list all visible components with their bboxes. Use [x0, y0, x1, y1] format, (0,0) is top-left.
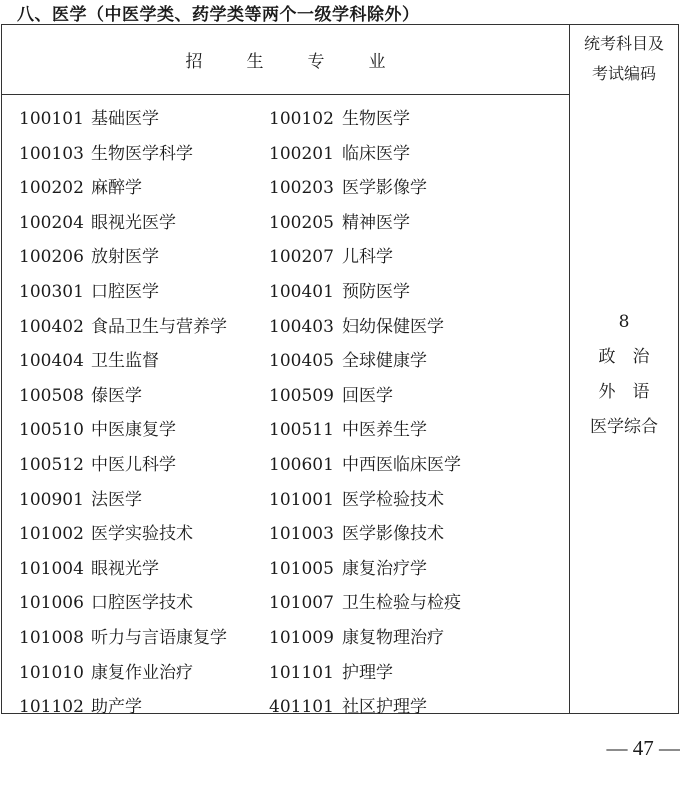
major-code: 401101	[269, 697, 334, 718]
exam-subjects	[570, 305, 678, 445]
major-code: 100511	[269, 420, 334, 441]
major-name: 康复治疗学	[342, 558, 427, 579]
major-name: 中医康复学	[91, 420, 176, 441]
major-name: 康复作业治疗	[91, 662, 193, 683]
table-row	[2, 519, 569, 549]
major-code: 101102	[19, 697, 84, 718]
major-code: 100508	[19, 385, 84, 406]
page-number: — 47 —	[606, 736, 680, 760]
major-code: 100102	[269, 109, 334, 129]
major-code: 101006	[19, 593, 84, 614]
major-code: 100202	[19, 178, 84, 199]
header-subjects-line: 考试编码	[591, 64, 656, 83]
major-code: 100401	[269, 282, 334, 302]
subject-foreign-language: 外 语	[598, 382, 650, 402]
major-code: 100103	[19, 143, 84, 164]
major-name: 中西医临床医学	[342, 455, 461, 475]
table-row	[2, 415, 569, 445]
table-row	[2, 485, 569, 515]
major-name: 口腔医学技术	[91, 593, 193, 614]
major-code: 101009	[269, 628, 334, 648]
major-code: 100403	[269, 316, 334, 337]
header-majors	[2, 25, 569, 94]
major-name: 生物医学科学	[91, 143, 193, 164]
major-name: 妇幼保健医学	[342, 316, 444, 337]
major-name: 社区护理学	[342, 697, 427, 718]
table-row	[2, 173, 569, 203]
major-code: 100203	[269, 178, 334, 199]
major-name: 麻醉学	[91, 178, 142, 199]
major-name: 医学检验技术	[342, 489, 444, 510]
major-code: 100509	[269, 385, 334, 406]
table-row	[2, 346, 569, 376]
major-code: 100301	[19, 282, 84, 302]
major-name: 医学影像技术	[342, 524, 444, 545]
table-row	[2, 312, 569, 342]
major-name: 医学影像学	[342, 178, 427, 199]
major-code: 101001	[269, 489, 334, 510]
major-name: 眼视光医学	[91, 212, 176, 233]
major-name: 眼视光学	[91, 558, 159, 579]
table-row	[2, 242, 569, 272]
major-code: 101004	[19, 558, 84, 579]
major-name: 放射医学	[91, 247, 159, 268]
major-name: 中医养生学	[342, 420, 427, 441]
major-name: 傣医学	[91, 385, 142, 406]
subject-medical-comprehensive: 医学综合	[590, 417, 658, 437]
section-heading: 八、医学（中医学类、药学类等两个一级学科除外）	[17, 5, 420, 25]
major-name: 儿科学	[342, 247, 393, 268]
table-row	[2, 623, 569, 653]
major-code: 100207	[269, 247, 334, 268]
table-row	[2, 588, 569, 618]
major-code: 101002	[19, 524, 84, 545]
header-char: 专	[307, 52, 325, 72]
majors-table	[1, 24, 679, 718]
table-row	[2, 554, 569, 584]
major-name: 生物医学	[342, 109, 410, 129]
major-code: 101010	[19, 662, 84, 683]
major-name: 医学实验技术	[91, 524, 193, 545]
major-name: 助产学	[91, 697, 142, 718]
major-code: 101007	[269, 593, 334, 614]
subject-politics: 政 治	[598, 347, 650, 367]
table-row	[2, 381, 569, 411]
table-row	[2, 692, 569, 722]
major-name: 护理学	[342, 662, 393, 683]
table-row	[2, 208, 569, 238]
major-code: 100404	[19, 351, 84, 372]
major-code: 100204	[19, 212, 84, 233]
major-name: 中医儿科学	[91, 455, 176, 475]
major-code: 101101	[269, 662, 334, 683]
table-row	[2, 139, 569, 169]
major-code: 100512	[19, 455, 84, 475]
major-name: 口腔医学	[91, 282, 159, 302]
major-code: 100205	[269, 212, 334, 233]
major-name: 精神医学	[342, 212, 410, 233]
major-name: 听力与言语康复学	[91, 628, 227, 648]
major-code: 100510	[19, 420, 84, 441]
table-row	[2, 658, 569, 688]
major-code: 100405	[269, 351, 334, 372]
major-code: 100101	[19, 109, 84, 129]
major-name: 卫生检验与检疫	[342, 593, 461, 614]
header-subjects-line: 统考科目及	[583, 34, 664, 53]
subject-code: 8	[618, 312, 630, 332]
header-char: 招	[185, 52, 203, 72]
major-code: 101008	[19, 628, 84, 648]
major-code: 100206	[19, 247, 84, 268]
major-code: 100402	[19, 316, 84, 337]
major-code: 100201	[269, 143, 334, 164]
major-code: 101005	[269, 558, 334, 579]
major-code: 100601	[269, 455, 334, 475]
table-row	[2, 277, 569, 307]
major-code: 100901	[19, 489, 84, 510]
major-code: 101003	[269, 524, 334, 545]
header-char: 生	[246, 52, 264, 72]
header-divider	[2, 94, 569, 95]
table-row	[2, 104, 569, 134]
major-name: 基础医学	[91, 109, 159, 129]
major-name: 康复物理治疗	[342, 628, 444, 648]
major-name: 回医学	[342, 385, 393, 406]
major-name: 预防医学	[342, 282, 410, 302]
header-char: 业	[368, 52, 386, 72]
header-subjects	[570, 25, 678, 94]
major-name: 卫生监督	[91, 351, 159, 372]
major-name: 全球健康学	[342, 351, 427, 372]
major-name: 食品卫生与营养学	[91, 316, 227, 337]
major-name: 临床医学	[342, 143, 410, 164]
table-row	[2, 450, 569, 480]
major-name: 法医学	[91, 489, 142, 510]
